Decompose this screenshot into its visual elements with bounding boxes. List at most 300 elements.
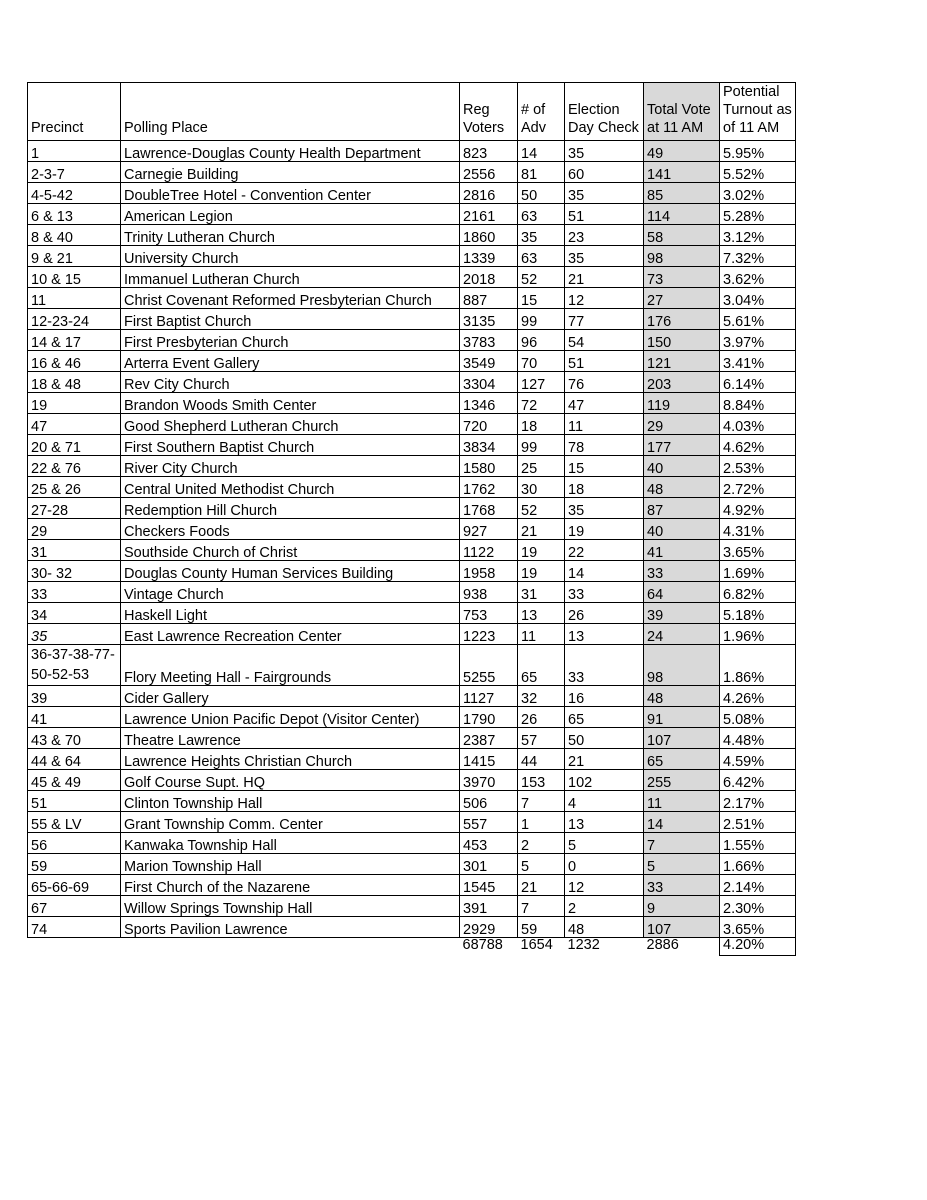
table-row <box>28 456 796 477</box>
header-total-vote: Total Vote at 11 AM <box>644 83 720 141</box>
polling-place-cell: Redemption Hill Church <box>121 498 460 519</box>
turnout-cell: 6.82% <box>720 582 796 603</box>
precinct-cell: 65-66-69 <box>28 875 121 896</box>
table-row <box>28 812 796 833</box>
table-row <box>28 728 796 749</box>
turnout-cell: 2.51% <box>720 812 796 833</box>
polling-place-cell: Flory Meeting Hall - Fairgrounds <box>121 645 460 686</box>
adv-cell: 7 <box>518 896 565 917</box>
table-row <box>28 791 796 812</box>
table-row <box>28 435 796 456</box>
election-day-check-cell: 14 <box>565 561 644 582</box>
election-day-check-cell: 26 <box>565 603 644 624</box>
adv-cell: 50 <box>518 183 565 204</box>
total-vote-cell: 27 <box>644 288 720 309</box>
precinct-cell: 29 <box>28 519 121 540</box>
total-vote-cell: 98 <box>644 645 720 686</box>
adv-cell: 2 <box>518 833 565 854</box>
precinct-cell: 16 & 46 <box>28 351 121 372</box>
polling-place-cell: Lawrence Heights Christian Church <box>121 749 460 770</box>
adv-cell: 26 <box>518 707 565 728</box>
reg-voters-cell: 506 <box>460 791 518 812</box>
adv-cell: 63 <box>518 246 565 267</box>
election-day-check-cell: 16 <box>565 686 644 707</box>
adv-cell: 25 <box>518 456 565 477</box>
reg-voters-cell: 1127 <box>460 686 518 707</box>
reg-voters-cell: 3834 <box>460 435 518 456</box>
total-vote-cell: 58 <box>644 225 720 246</box>
polling-place-cell: Theatre Lawrence <box>121 728 460 749</box>
polling-place-cell: Kanwaka Township Hall <box>121 833 460 854</box>
total-turnout: 4.20% <box>720 938 796 956</box>
header-polling-place: Polling Place <box>121 83 460 141</box>
precinct-cell: 12-23-24 <box>28 309 121 330</box>
reg-voters-cell: 1958 <box>460 561 518 582</box>
turnout-cell: 3.02% <box>720 183 796 204</box>
precinct-cell: 31 <box>28 540 121 561</box>
header-row <box>28 83 796 141</box>
adv-cell: 31 <box>518 582 565 603</box>
polling-place-cell: Cider Gallery <box>121 686 460 707</box>
turnout-sheet <box>27 82 796 956</box>
election-day-check-cell: 33 <box>565 645 644 686</box>
turnout-cell: 4.31% <box>720 519 796 540</box>
reg-voters-cell: 2556 <box>460 162 518 183</box>
reg-voters-cell: 927 <box>460 519 518 540</box>
adv-cell: 35 <box>518 225 565 246</box>
table-row <box>28 309 796 330</box>
precinct-cell: 14 & 17 <box>28 330 121 351</box>
election-day-check-cell: 35 <box>565 246 644 267</box>
total-vote-cell: 29 <box>644 414 720 435</box>
reg-voters-cell: 453 <box>460 833 518 854</box>
reg-voters-cell: 301 <box>460 854 518 875</box>
polling-place-cell: Trinity Lutheran Church <box>121 225 460 246</box>
precinct-cell: 4-5-42 <box>28 183 121 204</box>
table-row <box>28 749 796 770</box>
election-day-check-cell: 5 <box>565 833 644 854</box>
total-vote-cell: 33 <box>644 875 720 896</box>
adv-cell: 5 <box>518 854 565 875</box>
precinct-cell: 67 <box>28 896 121 917</box>
adv-cell: 52 <box>518 267 565 288</box>
election-day-check-cell: 12 <box>565 875 644 896</box>
election-day-check-cell: 54 <box>565 330 644 351</box>
precinct-cell: 74 <box>28 917 121 938</box>
turnout-cell: 7.32% <box>720 246 796 267</box>
precinct-cell: 20 & 71 <box>28 435 121 456</box>
total-vote-cell: 177 <box>644 435 720 456</box>
precinct-cell: 19 <box>28 393 121 414</box>
total-vote-cell: 141 <box>644 162 720 183</box>
table-row <box>28 225 796 246</box>
precinct-cell: 35 <box>28 624 121 645</box>
adv-cell: 7 <box>518 791 565 812</box>
reg-voters-cell: 2929 <box>460 917 518 938</box>
precinct-cell: 33 <box>28 582 121 603</box>
precinct-cell: 8 & 40 <box>28 225 121 246</box>
table-row <box>28 414 796 435</box>
precinct-cell: 59 <box>28 854 121 875</box>
table-body <box>28 141 796 938</box>
reg-voters-cell: 2161 <box>460 204 518 225</box>
total-vote-cell: 49 <box>644 141 720 162</box>
adv-cell: 18 <box>518 414 565 435</box>
turnout-cell: 2.72% <box>720 477 796 498</box>
total-vote-cell: 73 <box>644 267 720 288</box>
election-day-check-cell: 11 <box>565 414 644 435</box>
total-election-day-check: 1232 <box>567 937 600 953</box>
reg-voters-cell: 1768 <box>460 498 518 519</box>
total-vote-cell: 85 <box>644 183 720 204</box>
total-vote-cell: 119 <box>644 393 720 414</box>
election-day-check-cell: 51 <box>565 204 644 225</box>
polling-place-cell: Carnegie Building <box>121 162 460 183</box>
reg-voters-cell: 557 <box>460 812 518 833</box>
total-vote-cell: 33 <box>644 561 720 582</box>
table-row <box>28 267 796 288</box>
adv-cell: 13 <box>518 603 565 624</box>
polling-place-cell: Southside Church of Christ <box>121 540 460 561</box>
header-potential-turnout: Potential Turnout as of 11 AM <box>720 83 796 141</box>
turnout-cell: 4.92% <box>720 498 796 519</box>
polling-place-cell: Checkers Foods <box>121 519 460 540</box>
reg-voters-cell: 753 <box>460 603 518 624</box>
table-row <box>28 477 796 498</box>
table-row <box>28 833 796 854</box>
precinct-cell: 25 & 26 <box>28 477 121 498</box>
precinct-cell: 41 <box>28 707 121 728</box>
total-vote: 2886 <box>646 937 679 953</box>
table-row <box>28 330 796 351</box>
polling-place-cell: Christ Covenant Reformed Presbyterian Church <box>121 288 460 309</box>
total-vote-cell: 107 <box>644 728 720 749</box>
table-row <box>28 896 796 917</box>
reg-voters-cell: 1122 <box>460 540 518 561</box>
adv-cell: 44 <box>518 749 565 770</box>
turnout-cell: 4.62% <box>720 435 796 456</box>
polling-place-cell: Immanuel Lutheran Church <box>121 267 460 288</box>
turnout-cell: 4.48% <box>720 728 796 749</box>
reg-voters-cell: 1762 <box>460 477 518 498</box>
polling-place-cell: DoubleTree Hotel - Convention Center <box>121 183 460 204</box>
total-vote-cell: 7 <box>644 833 720 854</box>
polling-place-cell: First Presbyterian Church <box>121 330 460 351</box>
table-row <box>28 603 796 624</box>
precinct-cell: 44 & 64 <box>28 749 121 770</box>
reg-voters-cell: 823 <box>460 141 518 162</box>
total-vote-cell: 5 <box>644 854 720 875</box>
polling-place-cell: First Church of the Nazarene <box>121 875 460 896</box>
total-vote-cell: 176 <box>644 309 720 330</box>
polling-place-cell: Clinton Township Hall <box>121 791 460 812</box>
total-reg-voters: 68788 <box>462 937 503 953</box>
precinct-cell: 34 <box>28 603 121 624</box>
reg-voters-cell: 5255 <box>460 645 518 686</box>
election-day-check-cell: 102 <box>565 770 644 791</box>
adv-cell: 72 <box>518 393 565 414</box>
table-row <box>28 372 796 393</box>
election-day-check-cell: 13 <box>565 624 644 645</box>
turnout-cell: 3.65% <box>720 917 796 938</box>
table-row <box>28 540 796 561</box>
total-vote-cell: 114 <box>644 204 720 225</box>
table-row <box>28 707 796 728</box>
table-row <box>28 183 796 204</box>
precinct-cell: 36-37-38-77- 50-52-53 <box>28 645 121 686</box>
adv-cell: 99 <box>518 309 565 330</box>
turnout-cell: 5.08% <box>720 707 796 728</box>
adv-cell: 14 <box>518 141 565 162</box>
polling-place-cell: Douglas County Human Services Building <box>121 561 460 582</box>
adv-cell: 127 <box>518 372 565 393</box>
turnout-table <box>27 82 796 956</box>
polling-place-cell: American Legion <box>121 204 460 225</box>
reg-voters-cell: 1346 <box>460 393 518 414</box>
turnout-cell: 5.52% <box>720 162 796 183</box>
table-row <box>28 141 796 162</box>
total-vote-cell: 40 <box>644 519 720 540</box>
polling-place-cell: Rev City Church <box>121 372 460 393</box>
election-day-check-cell: 48 <box>565 917 644 938</box>
adv-cell: 65 <box>518 645 565 686</box>
reg-voters-cell: 938 <box>460 582 518 603</box>
reg-voters-cell: 1545 <box>460 875 518 896</box>
precinct-cell: 2-3-7 <box>28 162 121 183</box>
election-day-check-cell: 13 <box>565 812 644 833</box>
table-row <box>28 854 796 875</box>
precinct-cell: 51 <box>28 791 121 812</box>
election-day-check-cell: 22 <box>565 540 644 561</box>
adv-cell: 153 <box>518 770 565 791</box>
reg-voters-cell: 887 <box>460 288 518 309</box>
total-vote-cell: 203 <box>644 372 720 393</box>
total-vote-cell: 48 <box>644 477 720 498</box>
table-row <box>28 204 796 225</box>
total-vote-cell: 41 <box>644 540 720 561</box>
election-day-check-cell: 78 <box>565 435 644 456</box>
turnout-cell: 3.62% <box>720 267 796 288</box>
turnout-cell: 3.41% <box>720 351 796 372</box>
turnout-cell: 2.53% <box>720 456 796 477</box>
adv-cell: 11 <box>518 624 565 645</box>
precinct-cell: 1 <box>28 141 121 162</box>
precinct-cell: 47 <box>28 414 121 435</box>
election-day-check-cell: 2 <box>565 896 644 917</box>
election-day-check-cell: 47 <box>565 393 644 414</box>
polling-place-cell: Good Shepherd Lutheran Church <box>121 414 460 435</box>
precinct-cell: 9 & 21 <box>28 246 121 267</box>
polling-place-cell: First Southern Baptist Church <box>121 435 460 456</box>
precinct-cell: 27-28 <box>28 498 121 519</box>
turnout-cell: 1.96% <box>720 624 796 645</box>
reg-voters-cell: 3970 <box>460 770 518 791</box>
table-row <box>28 875 796 896</box>
adv-cell: 21 <box>518 875 565 896</box>
table-row <box>28 561 796 582</box>
election-day-check-cell: 23 <box>565 225 644 246</box>
adv-cell: 21 <box>518 519 565 540</box>
total-vote-cell: 65 <box>644 749 720 770</box>
turnout-cell: 1.66% <box>720 854 796 875</box>
adv-cell: 15 <box>518 288 565 309</box>
table-row <box>28 645 796 686</box>
polling-place-cell: Central United Methodist Church <box>121 477 460 498</box>
reg-voters-cell: 1339 <box>460 246 518 267</box>
precinct-cell: 45 & 49 <box>28 770 121 791</box>
precinct-cell: 10 & 15 <box>28 267 121 288</box>
table-row <box>28 162 796 183</box>
adv-cell: 57 <box>518 728 565 749</box>
total-vote-cell: 48 <box>644 686 720 707</box>
reg-voters-cell: 1860 <box>460 225 518 246</box>
total-vote-cell: 87 <box>644 498 720 519</box>
reg-voters-cell: 1580 <box>460 456 518 477</box>
precinct-cell: 18 & 48 <box>28 372 121 393</box>
turnout-cell: 5.18% <box>720 603 796 624</box>
header-precinct: Precinct <box>28 83 121 141</box>
adv-cell: 99 <box>518 435 565 456</box>
reg-voters-cell: 720 <box>460 414 518 435</box>
adv-cell: 96 <box>518 330 565 351</box>
election-day-check-cell: 21 <box>565 749 644 770</box>
precinct-cell: 22 & 76 <box>28 456 121 477</box>
totals-row <box>28 938 796 956</box>
total-adv: 1654 <box>520 937 553 953</box>
reg-voters-cell: 3135 <box>460 309 518 330</box>
reg-voters-cell: 2018 <box>460 267 518 288</box>
reg-voters-cell: 1790 <box>460 707 518 728</box>
polling-place-cell: Vintage Church <box>121 582 460 603</box>
polling-place-cell: Brandon Woods Smith Center <box>121 393 460 414</box>
election-day-check-cell: 50 <box>565 728 644 749</box>
turnout-cell: 5.61% <box>720 309 796 330</box>
reg-voters-cell: 2816 <box>460 183 518 204</box>
turnout-cell: 4.26% <box>720 686 796 707</box>
reg-voters-cell: 391 <box>460 896 518 917</box>
table-row <box>28 686 796 707</box>
polling-place-cell: Haskell Light <box>121 603 460 624</box>
precinct-cell: 39 <box>28 686 121 707</box>
turnout-cell: 2.14% <box>720 875 796 896</box>
election-day-check-cell: 65 <box>565 707 644 728</box>
turnout-cell: 2.30% <box>720 896 796 917</box>
total-vote-cell: 107 <box>644 917 720 938</box>
turnout-cell: 8.84% <box>720 393 796 414</box>
adv-cell: 1 <box>518 812 565 833</box>
election-day-check-cell: 4 <box>565 791 644 812</box>
header-reg-voters: Reg Voters <box>460 83 518 141</box>
adv-cell: 81 <box>518 162 565 183</box>
turnout-cell: 1.86% <box>720 645 796 686</box>
election-day-check-cell: 15 <box>565 456 644 477</box>
total-vote-cell: 14 <box>644 812 720 833</box>
total-vote-cell: 150 <box>644 330 720 351</box>
table-row <box>28 393 796 414</box>
adv-cell: 70 <box>518 351 565 372</box>
precinct-cell: 30- 32 <box>28 561 121 582</box>
total-vote-cell: 64 <box>644 582 720 603</box>
turnout-cell: 4.59% <box>720 749 796 770</box>
table-row <box>28 246 796 267</box>
reg-voters-cell: 1223 <box>460 624 518 645</box>
table-row <box>28 582 796 603</box>
adv-cell: 32 <box>518 686 565 707</box>
table-row <box>28 351 796 372</box>
turnout-cell: 5.95% <box>720 141 796 162</box>
adv-cell: 63 <box>518 204 565 225</box>
adv-cell: 19 <box>518 540 565 561</box>
table-row <box>28 624 796 645</box>
election-day-check-cell: 12 <box>565 288 644 309</box>
adv-cell: 52 <box>518 498 565 519</box>
total-vote-cell: 98 <box>644 246 720 267</box>
header-num-adv: # of Adv <box>518 83 565 141</box>
reg-voters-cell: 1415 <box>460 749 518 770</box>
table-row <box>28 917 796 938</box>
polling-place-cell: Golf Course Supt. HQ <box>121 770 460 791</box>
election-day-check-cell: 76 <box>565 372 644 393</box>
election-day-check-cell: 0 <box>565 854 644 875</box>
adv-cell: 30 <box>518 477 565 498</box>
polling-place-cell: Willow Springs Township Hall <box>121 896 460 917</box>
election-day-check-cell: 33 <box>565 582 644 603</box>
turnout-cell: 3.97% <box>720 330 796 351</box>
precinct-cell: 55 & LV <box>28 812 121 833</box>
table-row <box>28 519 796 540</box>
election-day-check-cell: 60 <box>565 162 644 183</box>
total-vote-cell: 91 <box>644 707 720 728</box>
reg-voters-cell: 2387 <box>460 728 518 749</box>
election-day-check-cell: 19 <box>565 519 644 540</box>
election-day-check-cell: 51 <box>565 351 644 372</box>
total-vote-cell: 40 <box>644 456 720 477</box>
precinct-cell: 6 & 13 <box>28 204 121 225</box>
turnout-cell: 6.42% <box>720 770 796 791</box>
precinct-cell: 11 <box>28 288 121 309</box>
total-vote-cell: 121 <box>644 351 720 372</box>
turnout-cell: 1.69% <box>720 561 796 582</box>
total-vote-cell: 11 <box>644 791 720 812</box>
polling-place-cell: Arterra Event Gallery <box>121 351 460 372</box>
polling-place-cell: University Church <box>121 246 460 267</box>
precinct-cell: 56 <box>28 833 121 854</box>
polling-place-cell: Marion Township Hall <box>121 854 460 875</box>
reg-voters-cell: 3783 <box>460 330 518 351</box>
election-day-check-cell: 77 <box>565 309 644 330</box>
election-day-check-cell: 18 <box>565 477 644 498</box>
polling-place-cell: Sports Pavilion Lawrence <box>121 917 460 938</box>
polling-place-cell: Grant Township Comm. Center <box>121 812 460 833</box>
election-day-check-cell: 21 <box>565 267 644 288</box>
polling-place-cell: First Baptist Church <box>121 309 460 330</box>
election-day-check-cell: 35 <box>565 183 644 204</box>
total-vote-cell: 24 <box>644 624 720 645</box>
polling-place-cell: East Lawrence Recreation Center <box>121 624 460 645</box>
polling-place-cell: Lawrence-Douglas County Health Department <box>121 141 460 162</box>
total-vote-cell: 255 <box>644 770 720 791</box>
precinct-cell: 43 & 70 <box>28 728 121 749</box>
election-day-check-cell: 35 <box>565 498 644 519</box>
total-vote-cell: 9 <box>644 896 720 917</box>
turnout-cell: 1.55% <box>720 833 796 854</box>
reg-voters-cell: 3549 <box>460 351 518 372</box>
polling-place-cell: River City Church <box>121 456 460 477</box>
polling-place-cell: Lawrence Union Pacific Depot (Visitor Center) <box>121 707 460 728</box>
turnout-cell: 3.65% <box>720 540 796 561</box>
adv-cell: 59 <box>518 917 565 938</box>
election-day-check-cell: 35 <box>565 141 644 162</box>
